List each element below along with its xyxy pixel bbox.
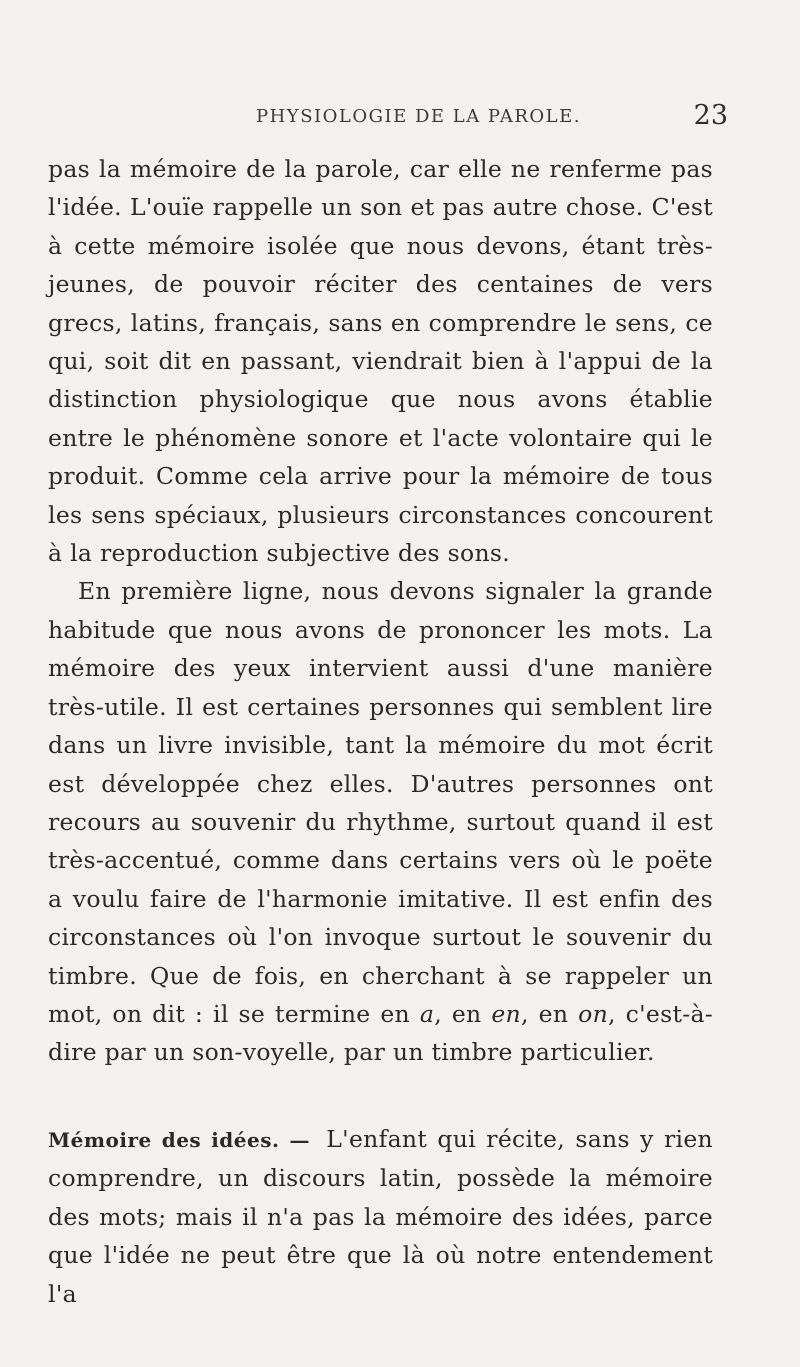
body-text bbox=[48, 150, 713, 1072]
paragraph-text: , en bbox=[434, 999, 492, 1028]
italic-word: on bbox=[578, 999, 609, 1028]
page-header bbox=[0, 100, 800, 134]
paragraph bbox=[48, 572, 713, 1071]
section-memoire-des-idees bbox=[48, 1120, 713, 1313]
running-title: PHYSIOLOGIE DE LA PAROLE. bbox=[256, 106, 581, 127]
paragraph-text: En première ligne, nous devons signaler la grande habitude que nous avons de prononcer les mots. La mémoire des yeux intervient aussi d'une manière très-utile. Il est certaines personnes qui semblent lire dans un livre invisible, tant la mémoire du mot écrit est développée chez elles. D'autres personnes ont recours au souvenir du rhythme, surtout quand il est très-accentué, comme dans certains vers où le poëte a voulu faire de l'harmonie imitative. Il est enfin des circonstances où l'on invoque surtout le souvenir du timbre. Que de fois, en cherchant à se rappeler un mot, on dit : il se termine en bbox=[48, 577, 713, 1028]
paragraph-text: , c'est-à-dire par un son-voyelle, par un timbre particulier. bbox=[48, 999, 714, 1067]
paragraph bbox=[48, 1120, 713, 1313]
section-heading: Mémoire des idées. — bbox=[48, 1128, 310, 1152]
paragraph-text: pas la mémoire de la parole, car elle ne renferme pas l'idée. L'ouïe rappelle un son et pas autre chose. C'est à cette mémoire isolée que nous devons, étant très-jeunes, de pouvoir réciter des centaines de vers grecs, latins, français, sans en comprendre le sens, ce qui, soit dit en passant, viendrait bien à l'appui de la distinction physiologique que nous avons établie entre le phénomène sonore et l'acte volontaire qui le produit. Comme cela arrive pour la mémoire de tous les sens spéciaux, plusieurs circonstances concourent à la reproduction subjective des sons. bbox=[48, 155, 713, 568]
italic-word: en bbox=[491, 999, 521, 1028]
paragraph-text: , en bbox=[521, 999, 579, 1028]
paragraph bbox=[48, 150, 713, 572]
page-number: 23 bbox=[693, 100, 728, 131]
paragraph-text: L'enfant qui récite, sans y rien comprendre, un discours latin, possède la mémoire des mots; mais il n'a pas la mémoire des idées, parce que l'idée ne peut être que là où notre entendement l'a bbox=[48, 1125, 713, 1308]
italic-word: a bbox=[419, 999, 435, 1028]
